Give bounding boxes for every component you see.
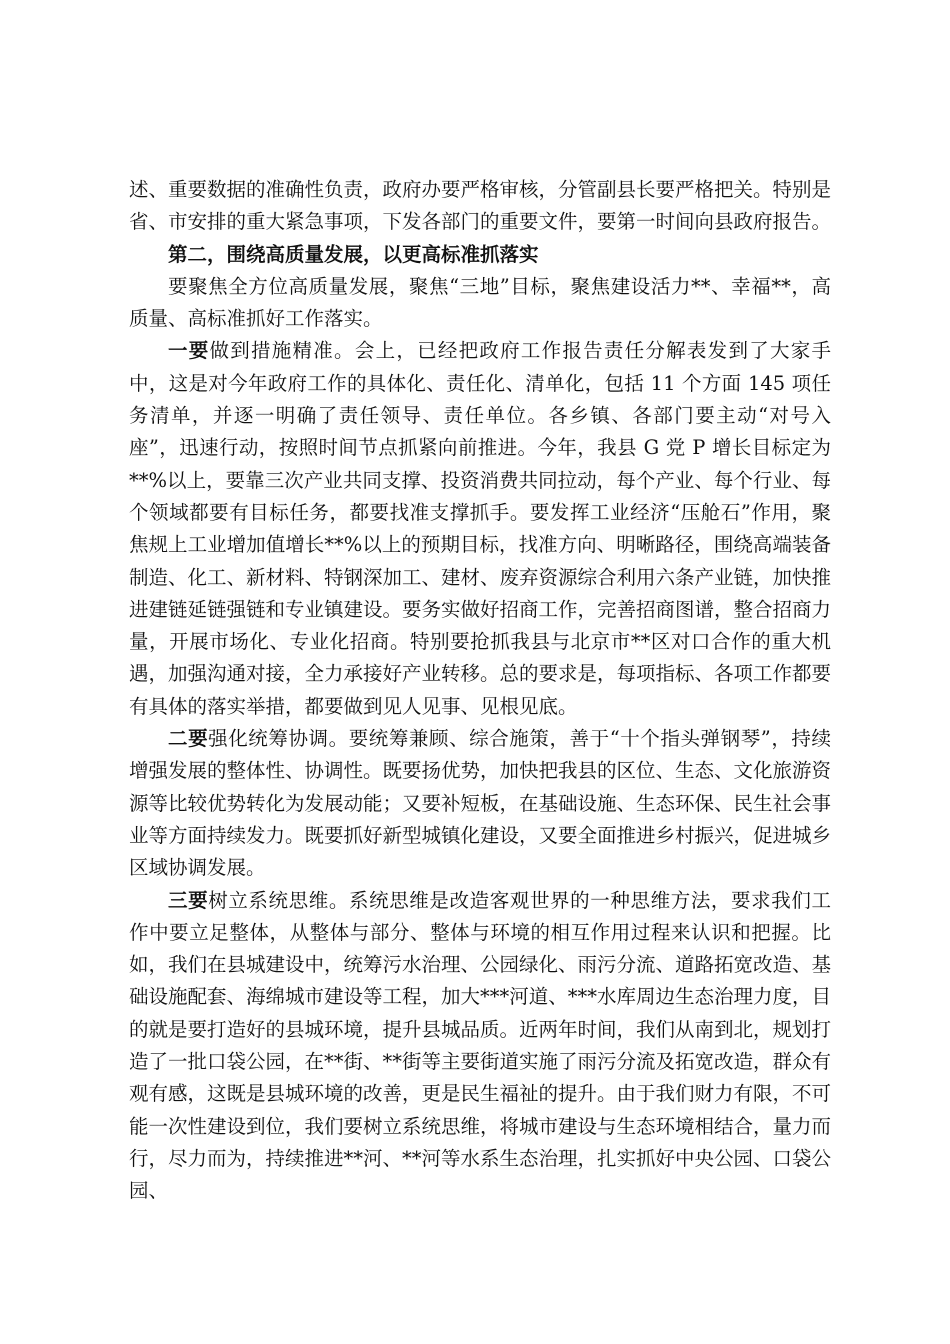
point-paragraph-2 [129, 723, 831, 884]
point-lead-1: 一要 [168, 339, 210, 363]
intro-paragraph: 要聚焦全方位高质量发展，聚焦“三地”目标，聚焦建设活力**、幸福**，高质量、高标准抓好工作落实。 [129, 274, 831, 331]
point-paragraph-3 [129, 885, 831, 1208]
point-text-3: 树立系统思维。系统思维是改造客观世界的一种思维方法，要求我们工作中要立足整体，从整体与部分、整体与环境的相互作用过程来认识和把握。比如，我们在县城建设中，统筹污水治理、公园绿化、雨污分流、道路拓宽改造、基础设施配套、海绵城市建设等工程，加大***河道、***水库周边生态治理力度，目的就是要打造好的县城环境，提升县城品质。近两年时间，我们从南到北，规划打造了一批口袋公园，在**街、**街等主要街道实施了雨污分流及拓宽改造，群众有观有感，这既是县城环境的改善，更是民生福祉的提升。由于我们财力有限，不可能一次性建设到位，我们要树立系统思维，将城市建设与生态环境相结合，量力而行，尽力而为，持续推进**河、**河等水系生态治理，扎实抓好中央公园、口袋公园、 [129, 888, 832, 1203]
point-lead-3: 三要 [168, 888, 209, 912]
point-paragraph-1 [129, 335, 831, 723]
section-heading: 第二，围绕高质量发展，以更高标准抓落实 [168, 242, 539, 266]
continued-paragraph: 述、重要数据的准确性负责，政府办要严格审核，分管副县长要严格把关。特别是省、市安排的重大紧急事项，下发各部门的重要文件，要第一时间向县政府报告。 [129, 178, 832, 234]
point-text-1: 做到措施精准。会上，已经把政府工作报告责任分解表发到了大家手中，这是对今年政府工作的具体化、责任化、清单化，包括 11 个方面 145 项任务清单，并逐一明确了责任领导、责任单位。各乡镇、各部门要主动“对号入座”，迅速行动，按照时间节点抓紧向前推进。今年，我县 G 党 P 增长目标定为**%以上，要靠三次产业共同支撑、投资消费共同拉动，每个产业、每个行业、每个领域都要有目标任务，都要找准支撑抓手。要发挥工业经济“压舱石”作用，聚焦规上工业增加值增长**%以上的预期目标，找准方向、明晰路径，围绕高端装备制造、化工、新材料、特钢深加工、建材、废弃资源综合利用六条产业链，加快推进建链延链强链和专业镇建设。要务实做好招商工作，完善招商图谱，整合招商力量，开展市场化、专业化招商。特别要抢抓我县与北京市**区对口合作的重大机遇，加强沟通对接，全力承接好产业转移。总的要求是，每项指标、各项工作都要有具体的落实举措，都要做到见人见事、见根见底。 [129, 339, 832, 718]
point-text-2: 强化统筹协调。要统筹兼顾、综合施策，善于“十个指头弹钢琴”，持续增强发展的整体性、协调性。既要扬优势，加快把我县的区位、生态、文化旅游资源等比较优势转化为发展动能；又要补短板，在基础设施、生态环保、民生社会事业等方面持续发力。既要抓好新型城镇化建设，又要全面推进乡村振兴，促进城乡区域协调发展。 [129, 727, 832, 880]
document-page [129, 174, 831, 1208]
point-lead-2: 二要 [168, 727, 209, 751]
